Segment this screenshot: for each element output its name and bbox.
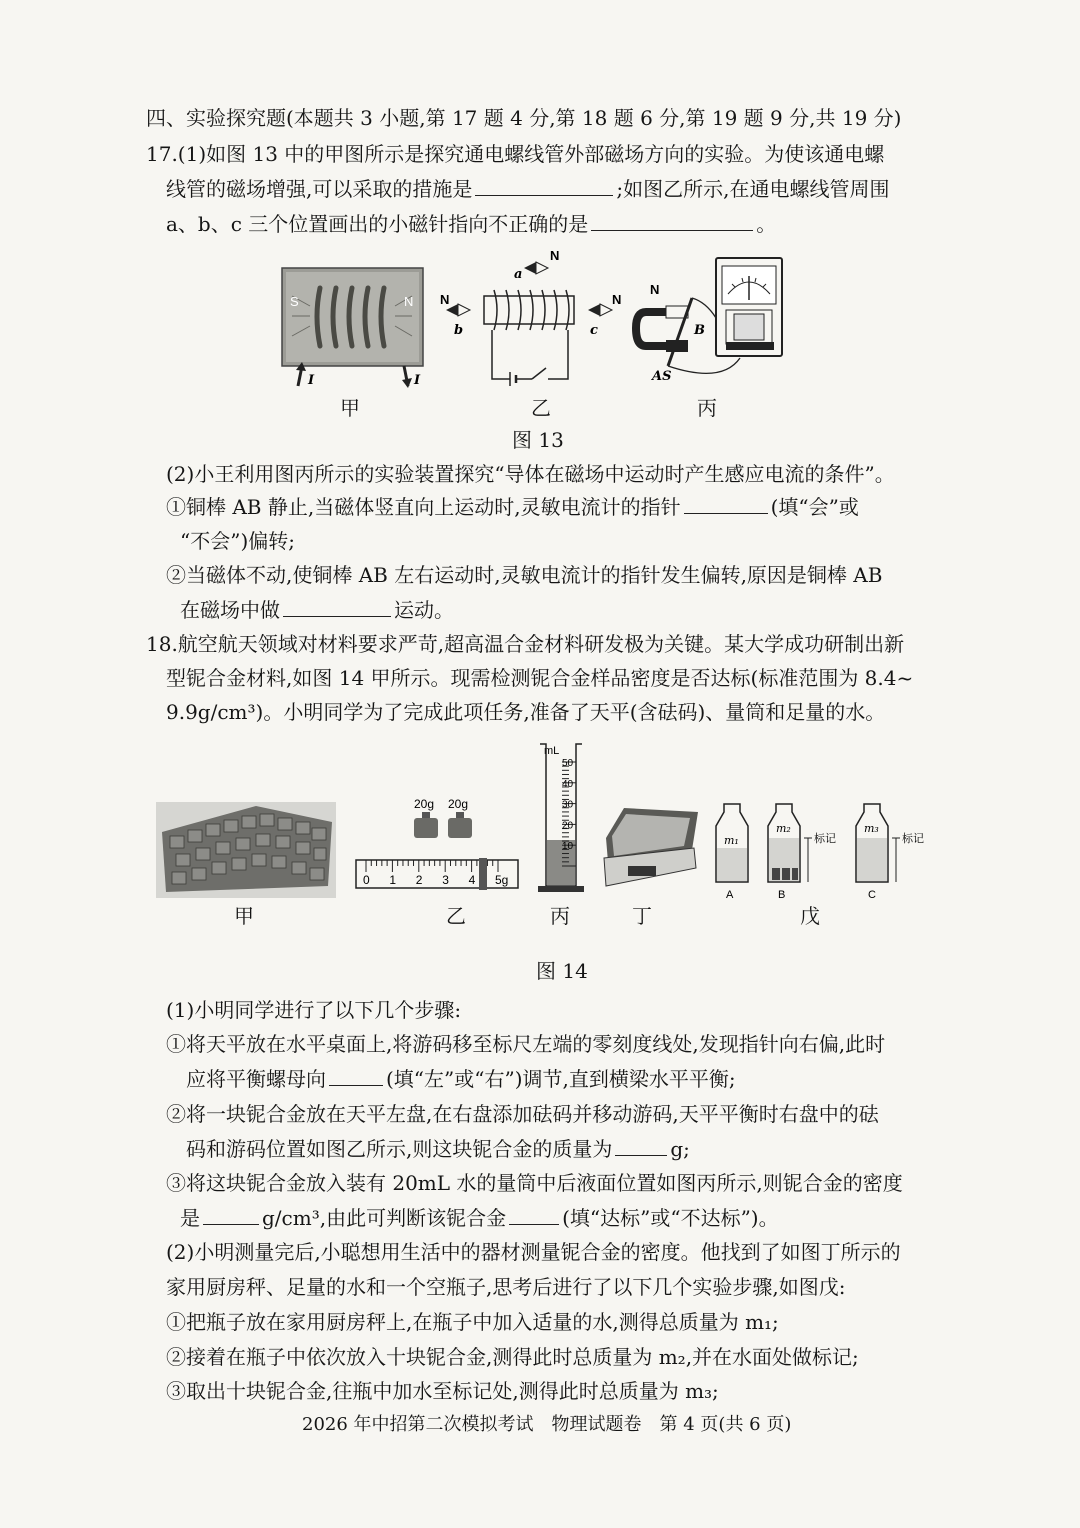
label-N: N (550, 248, 560, 263)
figure-13-yi-diagram (440, 244, 630, 390)
figure-14-jia-photo (156, 802, 336, 898)
label-B: B (694, 323, 705, 338)
bottle-label: B (778, 889, 786, 901)
q18-line1: 18.航空航天领域对材料要求严苛,超高温合金材料研发极为关键。某大学成功研制出新 (146, 632, 905, 656)
q18-text: 码和游码位置如图乙所示,则这块铌合金的质量为 (186, 1137, 613, 1161)
label-AS: AS (652, 369, 672, 384)
figure-14-ding-diagram (598, 806, 700, 892)
label-a: a (514, 267, 523, 282)
q18-part1: (1)小明同学进行了以下几个步骤: (166, 998, 462, 1022)
q18-part2-line1: (2)小明测量完后,小聪想用生活中的器材测量铌合金的密度。他找到了如图丁所示的 (166, 1240, 901, 1264)
ruler-tick-label: 1 (389, 873, 397, 887)
weight-label: 20g (448, 797, 469, 811)
figure-13-caption: 图 13 (512, 428, 564, 452)
ruler-tick-label: 5g (495, 873, 509, 887)
figure-13-yi-label: 乙 (531, 396, 551, 420)
answer-blank[interactable] (475, 175, 613, 196)
q17-text: 。 (756, 212, 777, 236)
bottle-mass: m₃ (864, 822, 879, 835)
label-N: N (650, 282, 660, 297)
ruler-tick-label: 4 (468, 873, 476, 887)
figure-14-jia-label: 甲 (234, 904, 254, 928)
answer-blank[interactable] (283, 596, 391, 617)
answer-blank[interactable] (684, 493, 768, 514)
q18-step-a2 (186, 1065, 736, 1093)
answer-blank[interactable] (509, 1204, 559, 1225)
label-N: N (612, 292, 622, 307)
figure-14-wu-label: 戊 (800, 904, 820, 928)
label-I: I (414, 373, 421, 388)
figure-14-caption: 图 14 (536, 959, 588, 983)
q18-text: 应将平衡螺母向 (186, 1067, 326, 1091)
q18-step-a1: ①将天平放在水平桌面上,将游码移至标尺左端的零刻度线处,发现指针向右偏,此时 (166, 1032, 886, 1056)
q18-text: (填“达标”或“不达标”)。 (562, 1206, 779, 1230)
bottle-label: C (868, 889, 876, 901)
q18-step-d1: ①把瓶子放在家用厨房秤上,在瓶子中加入适量的水,测得总质量为 m₁; (166, 1310, 779, 1334)
q17-text: ;如图乙所示,在通电螺线管周围 (616, 177, 890, 201)
q18-step-c1: ③将这块铌合金放入装有 20mL 水的量筒中后液面位置如图丙所示,则铌合金的密度 (166, 1171, 903, 1195)
q17-line1: 17.(1)如图 13 中的甲图所示是探究通电螺线管外部磁场方向的实验。为使该通电螺 (146, 142, 885, 166)
q18-step-d3: ③取出十块铌合金,往瓶中加水至标记处,测得此时总质量为 m₃; (166, 1379, 719, 1403)
q17-text: 线管的磁场增强,可以采取的措施是 (166, 177, 473, 201)
ruler-tick-label: 2 (415, 873, 423, 887)
cylinder-tick-label: 50 (562, 758, 574, 769)
cylinder-tick-label: 40 (562, 778, 574, 790)
q17-line2 (166, 175, 889, 203)
q18-text: 是 (180, 1206, 200, 1230)
q17-text: 在磁场中做 (180, 598, 280, 622)
mark-label: 标记 (814, 832, 836, 845)
q18-line2: 型铌合金材料,如图 14 甲所示。现需检测铌合金样品密度是否达标(标准范围为 8.4~ (166, 666, 914, 690)
q17-text: 运动。 (394, 598, 454, 622)
page-footer: 2026 年中招第二次模拟考试 物理试题卷 第 4 页(共 6 页) (302, 1414, 792, 1435)
section-heading: 四、实验探究题(本题共 3 小题,第 17 题 4 分,第 18 题 6 分,第 19 题 9 分,共 19 分) (146, 106, 902, 130)
q18-step-c2 (180, 1204, 779, 1232)
answer-blank[interactable] (591, 210, 753, 231)
figure-14-yi-label: 乙 (446, 904, 466, 928)
label-c: c (590, 323, 598, 338)
mark-label: 标记 (902, 832, 924, 845)
label-b: b (454, 323, 464, 338)
answer-blank[interactable] (329, 1065, 383, 1086)
figure-14-bing-diagram (536, 740, 586, 896)
figure-14-bing-label: 丙 (550, 904, 570, 928)
answer-blank[interactable] (615, 1135, 667, 1156)
figure-13-jia-photo (280, 266, 425, 388)
q18-step-b2 (186, 1135, 690, 1163)
label-N: N (404, 294, 414, 309)
figure-14-ding-label: 丁 (632, 904, 652, 928)
label-I: I (308, 373, 315, 388)
figure-13-bing-label: 丙 (697, 396, 717, 420)
cylinder-tick-label: 10 (562, 841, 574, 853)
q18-step-b1: ②将一块铌合金放在天平左盘,在右盘添加砝码并移动游码,天平平衡时右盘中的砝 (166, 1102, 879, 1126)
q17-step1-cont: “不会”)偏转; (180, 529, 295, 553)
figure-14-yi-diagram (352, 796, 524, 898)
bottle-label: A (726, 889, 734, 901)
q18-part2-line2: 家用厨房秤、足量的水和一个空瓶子,思考后进行了以下几个实验步骤,如图戊: (166, 1275, 846, 1299)
cylinder-tick-label: 20 (562, 820, 574, 832)
q17-text: ①铜棒 AB 静止,当磁体竖直向上运动时,灵敏电流计的指针 (166, 495, 681, 519)
q17-line3 (166, 210, 776, 238)
label-N: N (440, 292, 450, 307)
q18-text: g/cm³,由此可判断该铌合金 (262, 1206, 507, 1230)
q17-text: a、b、c 三个位置画出的小磁针指向不正确的是 (166, 212, 589, 236)
q17-text: (填“会”或 (770, 495, 859, 519)
figure-14-wu-diagram (712, 802, 932, 900)
answer-blank[interactable] (203, 1204, 259, 1225)
q17-step2-cont (180, 596, 454, 624)
bottle-mass: m₂ (776, 822, 791, 835)
q18-step-d2: ②接着在瓶子中依次放入十块铌合金,测得此时总质量为 m₂,并在水面处做标记; (166, 1345, 859, 1369)
figure-13-bing-diagram (632, 254, 792, 390)
label-S: S (290, 294, 299, 309)
q18-text: (填“左”或“右”)调节,直到横梁水平平衡; (386, 1067, 736, 1091)
bottle-mass: m₁ (724, 834, 739, 847)
q17-part2: (2)小王利用图丙所示的实验装置探究“导体在磁场中运动时产生感应电流的条件”。 (166, 462, 895, 486)
q18-text: g; (670, 1137, 690, 1161)
q18-line3: 9.9g/cm³)。小明同学为了完成此项任务,准备了天平(含砝码)、量筒和足量的水。 (166, 700, 886, 724)
q17-step2: ②当磁体不动,使铜棒 AB 左右运动时,灵敏电流计的指针发生偏转,原因是铜棒 AB (166, 563, 883, 587)
cylinder-unit: mL (544, 745, 560, 757)
figure-13-jia-label: 甲 (340, 396, 360, 420)
weight-label: 20g (414, 797, 435, 811)
ruler-tick-label: 3 (442, 873, 449, 887)
q17-step1 (166, 493, 859, 521)
ruler-tick-label: 0 (363, 873, 370, 887)
cylinder-tick-label: 30 (562, 799, 574, 811)
